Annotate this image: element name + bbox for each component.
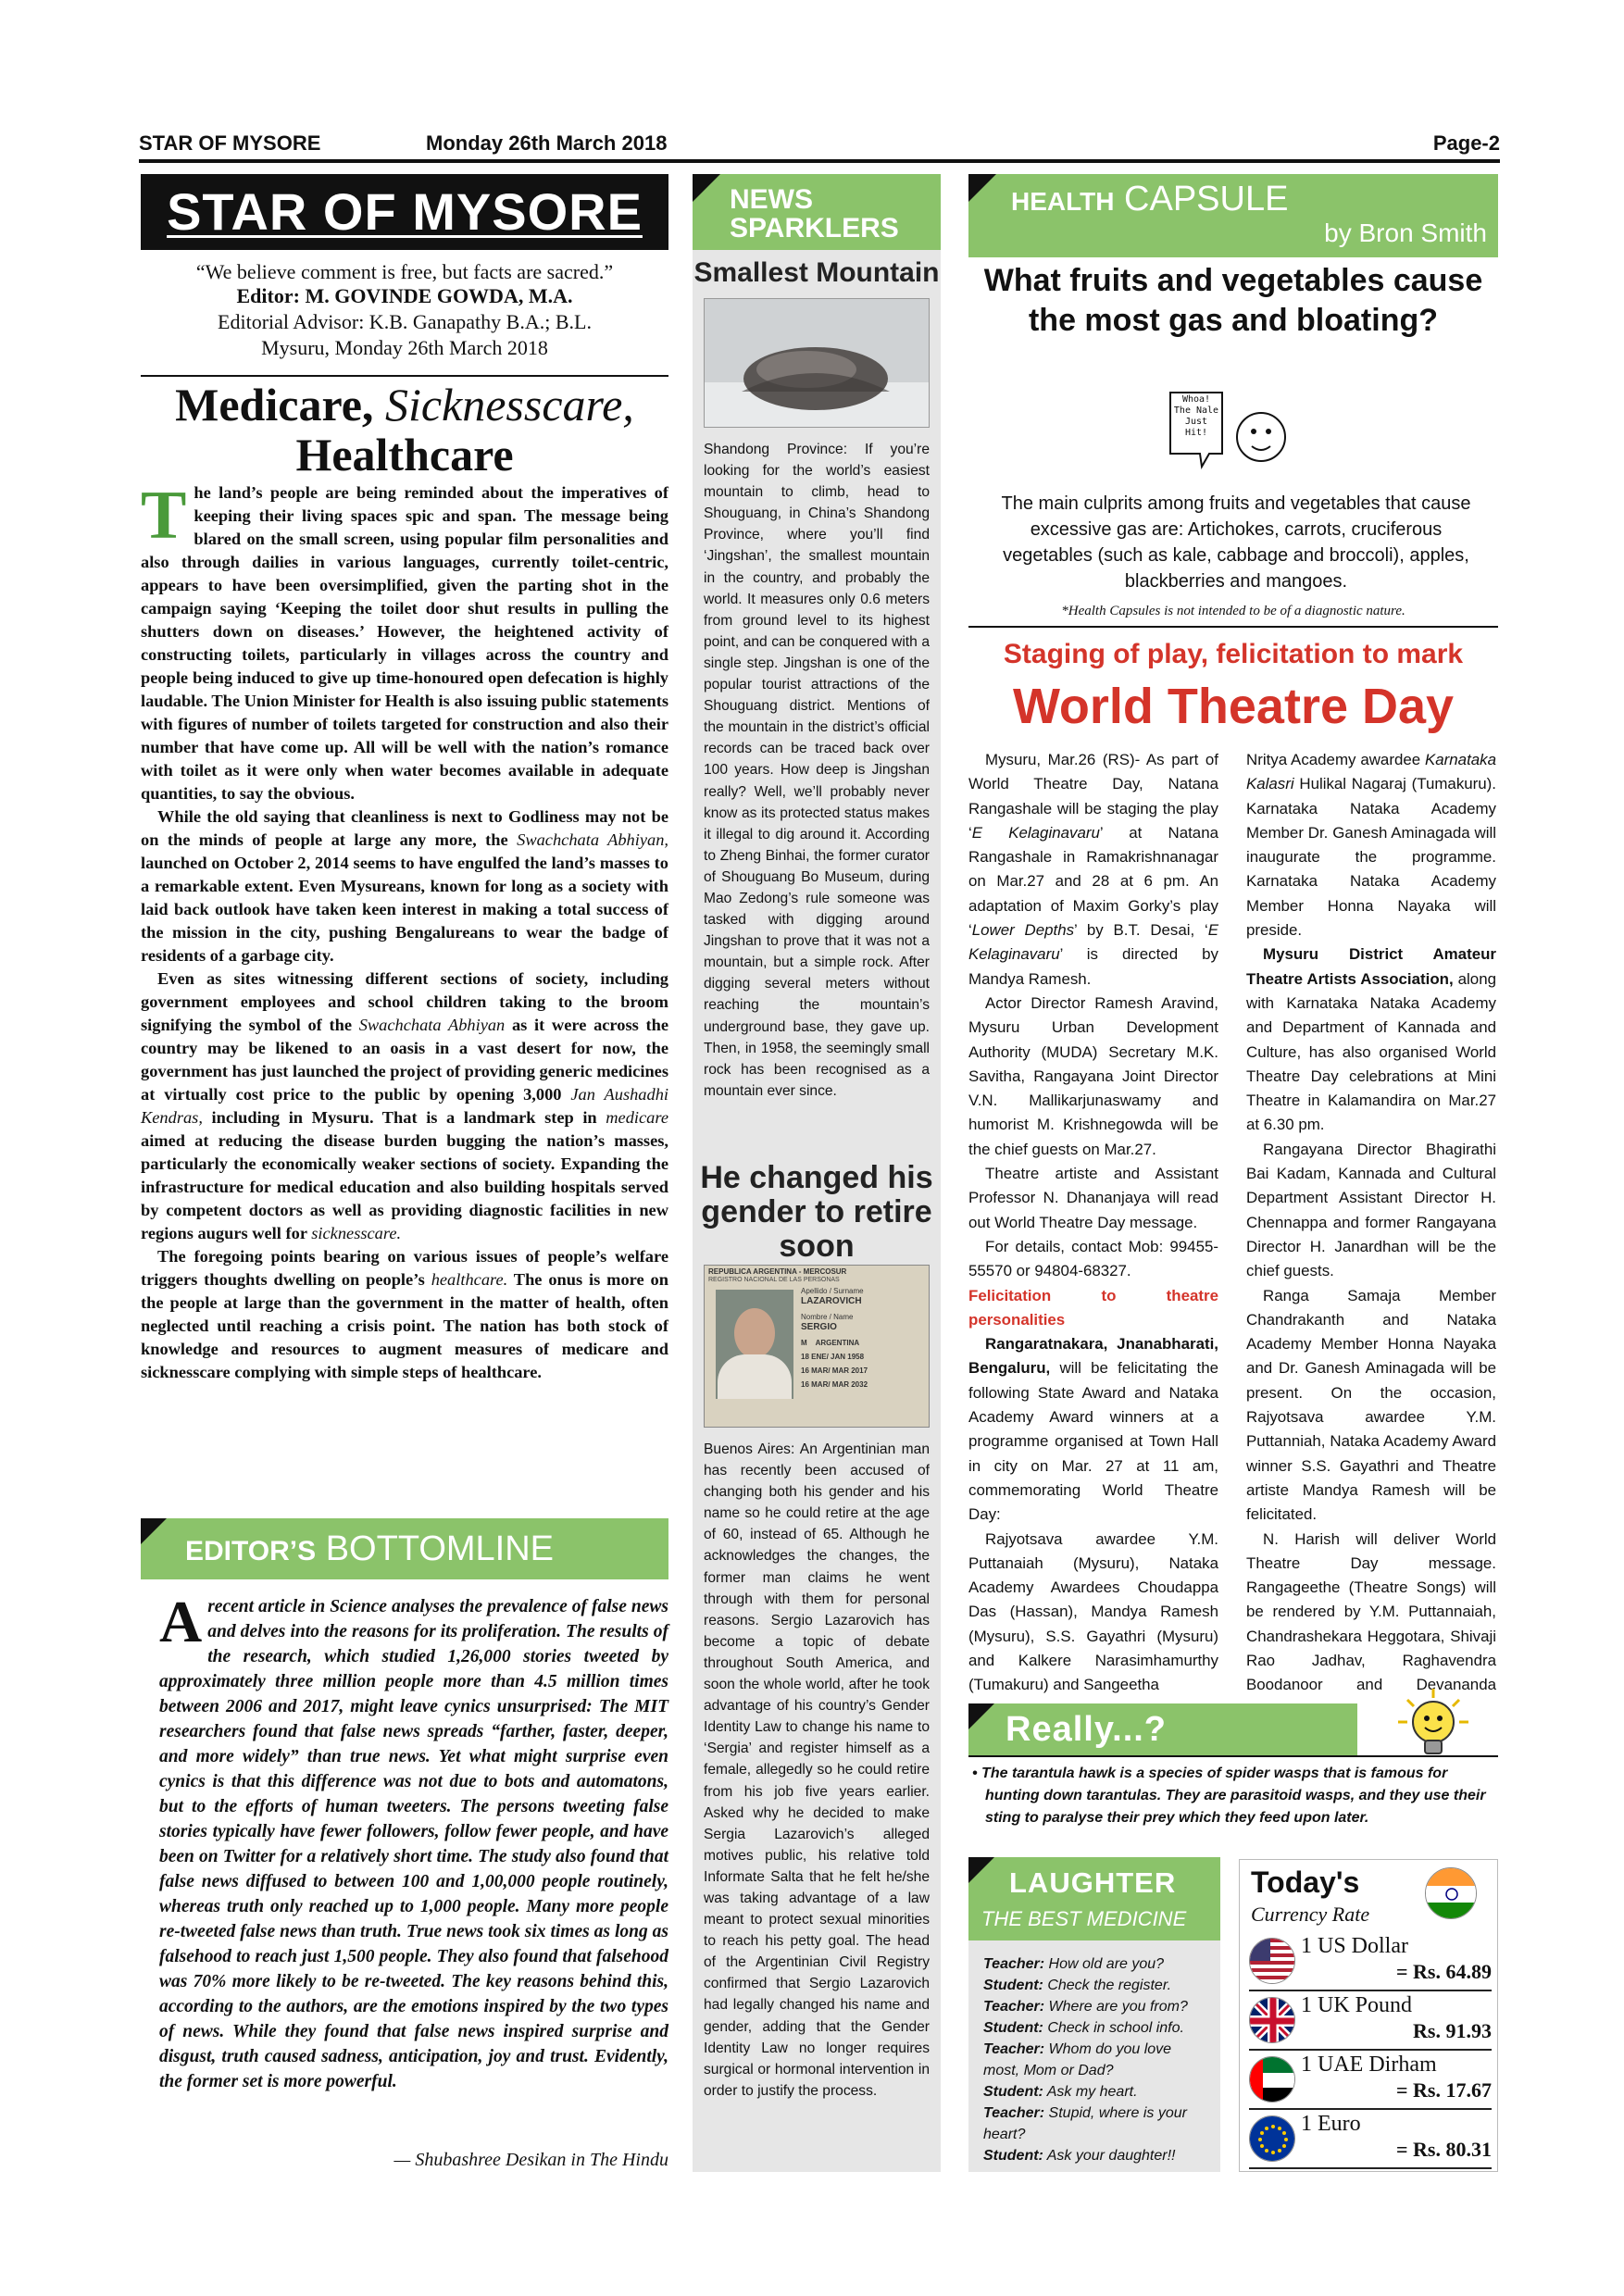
currency-box — [1239, 1859, 1498, 2172]
portrait — [716, 1290, 793, 1399]
uae-flag-icon — [1249, 2056, 1295, 2103]
eu-flag-icon — [1249, 2115, 1295, 2162]
divider — [141, 375, 668, 377]
sparklers-banner: NEWS SPARKLERS — [693, 174, 941, 250]
health-disclaimer: *Health Capsules is not intended to be of a diagnostic nature. — [1061, 604, 1405, 618]
cartoon-illustration: Whoa! The Nale Just Hit! — [1165, 389, 1294, 478]
joke-line: Teacher: Stupid, where is your heart? — [983, 2105, 1187, 2142]
joke-line: Student: Ask my heart. — [983, 2084, 1138, 2100]
theatre-kicker: Staging of play, felicitation to mark — [1003, 639, 1464, 669]
masthead-logo: STAR OF MYSORE — [141, 174, 668, 250]
joke-line: Student: Check the register. — [983, 1978, 1172, 1993]
story-title: He changed his gender to retire soon — [700, 1160, 933, 1264]
bottomline-body: A recent article in Science analyses the prevalence of false news and delves into the reasons for its proliferation. The results of the research, which studied 1,26,000 stories tweeted by approximately three million people more than 4.5 million times between 2006 and 2017, might leave cynics unsurprised: The MIT researchers found that false news spreads “farther, faster, deeper, and more widely” than true news. Yet what might surprise even cynics is that this difference was not due to bots and automatons, but to the efforts of human tweeters. The persons tweeting false stories typically have fewer followers, follow fewer people, and have been on Twitter for a relatively short time. The study also found that false news diffused to between 100 and 1,00,000 people routinely, whereas truth only reached up to 1,000 people. Many more people re-tweeted false news than truth. True news took six times as long as falsehood to reach just 1,500 people. They also found that falsehood was 70% more likely to be re-tweeted. The key reasons behind this, according to the authors, are the emotions inspired by the two types of news. While they found that false news inspired surprise and disgust, truth caused sadness, anticipation, joy and trust. Evidently, the former set is more powerful. — [159, 1589, 668, 2091]
currency-subtitle: Currency Rate — [1251, 1903, 1370, 1926]
currency-title: Today's — [1251, 1866, 1360, 1899]
joke-box — [968, 1940, 1220, 2172]
uk-flag-icon — [1249, 1997, 1295, 2043]
story-body: Shandong Province: If you’re looking for the world’s easiest mountain to climb, head to Shouguang, in China’s Shandong Province, where you’ll find ‘Jingshan’, the smallest mountain in the country, and probably the world. It measures only 0.6 meters from ground level to its highest point, and can be conquered with a single step. Jingshan is one of the popular tourist attractions of the Shouguang district. Mentions of the mountain in the district’s official records can be traced back over 100 years. How deep is Jingshan really? Well, we’ll probably never know as its protected status makes it illegal to dig around it. According to Zheng Binhai, the former curator of Shouguang Bo Museum, during Mao Zedong’s rule someone was tasked with digging around Jingshan to prove that it was not a mountain, but a simple rock. After digging several meters without reaching the mountain’s underground base, they gave up. Then, in 1958, the seemingly small rock has been recognised as a mountain ever since. — [704, 442, 930, 1099]
corner-mark — [968, 1703, 994, 1729]
divider — [968, 626, 1498, 628]
editorial-body: The land’s people are being reminded about the imperatives of keeping their living spaces spic and span. The message being blared on the small screen, using popular film personalities and also through dailies in various languages, currently toilet-centric, appears to have been oversimplified, given the parting shot in the campaign saying ‘Keeping the toilet door shut results in pulling the shutters down on diseases.’ However, the heightened activity of constructing toilets, particularly in villages across the country and people being induced to give up time-honoured open defecation is highly laudable. The Union Minister for Health is also issuing public statements with figures of number of toilets targeted for construction and also their number that have come up. All will be well with the nation’s romance with toilet as it were only when water becomes available in adequate quantities, to say the obvious. While the old saying that cleanliness is next to Godliness may not be on the minds of people at large any more, the Swachchata Abhiyan, launched on October 2, 2014 seems to have engulfed the land’s masses to a remarkable extent. Even Mysureans, known for long as a society with laid back outlook have taken keen interest in making a total success of the mission in the city, pushing Bengalureans to wear the badge of residents of a garbage city. Even as sites witnessing different sections of society, including government employees and school children taking to the broom signifying the symbol of the Swachchata Abhiyan as it were across the country may be likened to an oasis in a vast desert for now, the government has just launched the project of providing generic medicines at virtually cost price to the public by opening 3,000 Jan Aushadhi Kendras, including in Mysuru. That is a landmark step in medicare aimed at reducing the disease burden bugging the nation’s masses, particularly the economically weaker sections of society. Expanding the infrastructure for medical education and also building hospitals served by competent doctors as well as providing diagnostic facilities in new regions augurs well for sicknesscare. The foregoing points bearing on various issues of people’s welfare triggers thoughts dwelling on people’s healthcare. The onus is more on the people at large than the government in the matter of health, often neglected until reaching a crisis point. The nation has both stock of knowledge and resources to augment measures of medicare and sicknesscare complying with simple steps of healthcare. — [141, 478, 669, 1381]
divider — [968, 1755, 1498, 1757]
corner-mark — [968, 1857, 994, 1883]
story-title: Smallest Mountain — [693, 257, 940, 288]
india-flag-icon — [1425, 1867, 1477, 1919]
drop-cap: T — [141, 478, 187, 554]
health-capsule-banner: HEALTH CAPSULE by Bron Smith — [968, 174, 1498, 257]
drop-cap: A — [159, 1589, 203, 1654]
corner-mark — [693, 174, 720, 202]
theatre-column-2: Nritya Academy awardee Karnataka Kalasri Hulikal Nagaraj (Tumakuru). Karnataka Nataka Academy Member Dr. Ganesh Aminagada will inaugurate the programme. Karnataka Nataka Academy Member Honna Nayaka will preside. Mysuru District Amateur Theatre Artists Association, along with Karnataka Nataka Academy and Department of Kannada and Culture, has also organised World Theatre Day celebrations at Mini Theatre in Kalamandira on Mar.27 at 6.30 pm. Rangayana Director Bhagirathi Bai Kadam, Kannada and Cultural Department Assistant Director H. Chennappa and former Rangayana Director H. Janardhan will be the chief guests. Ranga Samaja Member Chandrakanth and Nataka Academy Member Honna Nayaka and Dr. Ganesh Aminagada will be present. On the occasion, Rajyotsava awardee Y.M. Puttanniah, Nataka Academy Award winner S.S. Gayathri and Theatre artiste Mandya Ramesh will be felicitated. N. Harish will deliver World Theatre Day message. Rangageethe (Theatre Songs) will be rendered by Y.M. Puttannaiah, Chandrashekara Heggotara, Shivaji Rao Jadhav, Raghavendra Boodanoor and Devananda — [1246, 751, 1496, 1694]
header-publication: STAR OF MYSORE — [139, 131, 321, 155]
really-banner: Really...? — [968, 1703, 1357, 1755]
currency-row: 1 Euro = Rs. 80.31 — [1249, 2112, 1492, 2169]
health-answer: The main culprits among fruits and vegetables that cause excessive gas are: Artichokes, carrots, cruciferous vegetables (such as kale, cabbage and broccoli), apples, blackberries and mangoes. — [1001, 493, 1471, 592]
header-date: Monday 26th March 2018 — [426, 131, 668, 155]
really-fact: • The tarantula hawk is a species of spider wasps that is famous for hunting down tarantulas. They are parasitoid wasps, and they use their sting to paralyse their prey which they feed upon later. — [972, 1766, 1486, 1826]
page-header — [139, 128, 1500, 159]
joke-line: Teacher: How old are you? — [983, 1956, 1165, 1972]
theatre-headline: World Theatre Day — [1012, 679, 1455, 734]
id-card-photo: REPUBLICA ARGENTINA - MERCOSUR REGISTRO NACIONAL DE LAS PERSONAS Apellido / Surname LAZAROVICH Nombre / Name SERGIO M ARGENTINA 18 ENE/ JAN 1958 16 MAR/ MAR 2017 16 MAR/ MAR 2032 — [704, 1265, 930, 1428]
us-flag-icon — [1249, 1938, 1295, 1984]
mountain-photo — [704, 298, 930, 428]
laughter-banner: LAUGHTER THE BEST MEDICINE — [968, 1857, 1220, 1940]
health-question: What fruits and vegetables cause the most gas and bloating? — [983, 263, 1483, 338]
header-rule — [139, 159, 1500, 163]
lightbulb-icon — [1396, 1687, 1470, 1761]
header-page-number: Page-2 — [1432, 131, 1500, 155]
currency-row: 1 UK Pound Rs. 91.93 — [1249, 1993, 1492, 2051]
bottomline-credit: — Shubashree Desikan in The Hindu — [394, 2150, 668, 2170]
masthead-editor: Editor: M. GOVINDE GOWDA, M.A. — [236, 284, 573, 307]
currency-row: 1 US Dollar = Rs. 64.89 — [1249, 1934, 1492, 1991]
joke-line: Teacher: Where are you from? — [983, 1999, 1188, 2015]
story-body: Buenos Aires: An Argentinian man has recently been accused of changing both his gender and his name so he could retire at the age of 60, instead of 65. Although he acknowledges the changes, the former man claims he went through with them for personal reasons. Sergio Lazarovich has become a topic of debate throughout South America, and soon the whole world, after he took advantage of his country’s Gender Identity Law to change his name to ‘Sergia’ and register himself as a female, allegedly so he could retire from his job five years earlier. Asked why he decided to make Sergia Lazarovich’s alleged motives public, his relative told Informate Salta that he felt he/she was taking advantage of a law meant to protect sexual minorities to reach his petty goal. The head of the Argentinian Civil Registry confirmed that Sergio Lazarovich had legally changed his name and gender, adding that the Gender Identity Law no longer requires surgical or hormonal intervention in order to justify the process. — [704, 1441, 930, 2099]
bottomline-banner: EDITOR’S BOTTOMLINE — [141, 1518, 668, 1579]
theatre-subhead: Felicitation to theatre personalities — [968, 1286, 1218, 1329]
joke-line: Student: Check in school info. — [983, 2020, 1184, 2036]
joke-line: Teacher: Whom do you love most, Mom or Dad? — [983, 2041, 1172, 2078]
masthead-dateline: Mysuru, Monday 26th March 2018 — [261, 336, 548, 359]
editorial-headline: Medicare, Sicknesscare, Healthcare — [175, 379, 634, 480]
corner-mark — [141, 1518, 167, 1544]
joke-line: Student: Ask your daughter!! — [983, 2148, 1176, 2164]
currency-row: 1 UAE Dirham = Rs. 17.67 — [1249, 2053, 1492, 2110]
masthead-motto: “We believe comment is free, but facts are sacred.” — [195, 260, 614, 283]
corner-mark — [968, 174, 996, 202]
masthead-advisor: Editorial Advisor: K.B. Ganapathy B.A.; B.L. — [218, 310, 592, 333]
theatre-column-1: Mysuru, Mar.26 (RS)- As part of World Theatre Day, Natana Rangashale will be staging the play ‘E Kelaginavaru’ at Natana Rangashale in Ramakrishnanagar on Mar.27 and 28 at 6 pm. An adaptation of Maxim Gorky’s play ‘Lower Depths’ by B.T. Desai, ‘E Kelaginavaru’ is directed by Mandya Ramesh. Actor Director Ramesh Aravind, Mysuru Urban Development Authority (MUDA) Secretary M.K. Savitha, Rangayana Joint Director V.N. Mallikarjunaswamy and humorist M. Krishnegowda will be the chief guests on Mar.27. Theatre artiste and Assistant Professor N. Dhananjaya will read out World Theatre Day message. For details, contact Mob: 99455-55570 or 94804-68327. Felicitation to theatre personalities Rangaratnakara, Jnanabharati, Bengaluru, will be felicitating the following State Award and Nataka Academy Award winners at a programme organised at Town Hall in city on Mar. 27 at 11 am, commemorating World Theatre Day: Rajyotsava awardee Y.M. Puttanaiah (Mysuru), Nataka Academy Awardees Choudappa Das (Hassan), Mandya Ramesh (Mysuru), S.S. Gayathri (Mysuru) and Kalkere Narasimhamurthy (Tumakuru) and Sangeetha — [968, 751, 1219, 1694]
